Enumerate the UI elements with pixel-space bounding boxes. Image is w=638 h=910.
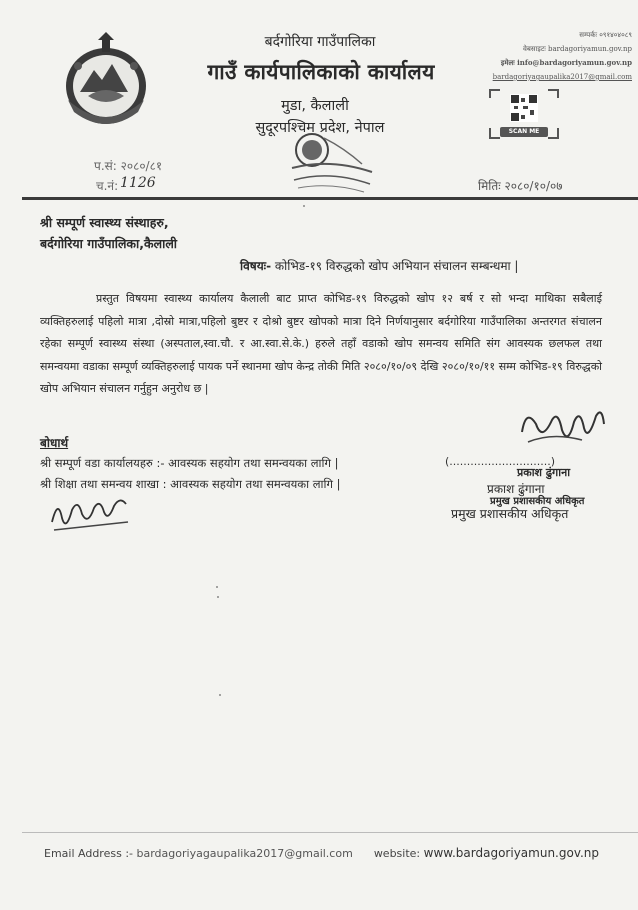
qr-scan-label: SCAN ME xyxy=(500,127,548,137)
initials-signature-icon xyxy=(48,492,132,534)
subject-line xyxy=(240,257,518,274)
contact-email-alt: bardagoriyagaupalika2017@gmail.com xyxy=(492,73,632,81)
footer-website-label: website: xyxy=(373,847,421,860)
recipient-line-1: श्री सम्पूर्ण स्वास्थ्य संस्थाहरु, xyxy=(40,215,169,230)
cc-title: बोधार्थ xyxy=(40,436,69,450)
subject-label: विषयः- xyxy=(240,259,272,273)
signatory-title: प्रमुख प्रशासकीय अधिकृत xyxy=(451,506,569,521)
nepal-emblem-icon xyxy=(58,30,154,130)
signatory-title-stamp: प्रमुख प्रशासकीय अधिकृत xyxy=(490,496,585,507)
footer-email-label: Email Address :- xyxy=(44,847,133,860)
subject-text: कोभिड-१९ विरुद्धको खोप अभियान संचालन सम्बन्धमा | xyxy=(271,259,519,273)
office-stamp-icon xyxy=(284,128,376,196)
scan-speck xyxy=(219,694,221,696)
cc-item-1: श्री सम्पूर्ण वडा कार्यालयहरु :- आवस्यक सहयोग तथा समन्वयका लागि | xyxy=(40,456,339,470)
footer xyxy=(44,846,599,860)
signature-dots: (.............................) xyxy=(445,455,555,468)
dispatch-number-value: 1126 xyxy=(120,175,156,191)
contact-phone: सम्पर्कः ०९१४०४०८९ xyxy=(579,31,632,39)
signatory-name-stamp: प्रकाश ढुंगाना xyxy=(517,466,571,479)
letter-date: मितिः २०८०/१०/०७ xyxy=(478,179,563,193)
scan-speck xyxy=(217,596,219,598)
letter-body xyxy=(40,288,602,401)
footer-website-value: www.bardagoriyamun.gov.np xyxy=(423,846,600,860)
address-line-1: मुडा, कैलाली xyxy=(281,98,349,114)
letterhead-divider xyxy=(22,197,638,200)
cc-item-2: श्री शिक्षा तथा समन्वय शाखा : आवस्यक सहयोग तथा समन्वयका लागि | xyxy=(40,477,341,491)
org-name-small: बर्दगोरिया गाउँपालिका xyxy=(264,34,376,50)
reference-number: प.सं: २०८०/८१ xyxy=(94,159,163,173)
signature-icon xyxy=(512,402,610,456)
footer-email-value: bardagoriyagaupalika2017@gmail.com xyxy=(136,847,353,860)
body-paragraph: प्रस्तुत विषयमा स्वास्थ्य कार्यालय कैलाली बाट प्राप्त कोभिड-१९ विरुद्धको खोप १२ बर्ष र सो भन्दा माथिका सबैलाई व्यक्तिहरुलाई पहिलो मात्रा ,दोस्रो मात्रा,पहिलो बुष्टर र दोश्रो बुष्टर खोपको मात्रा दिने निर्णयानुसार बर्दगोरिया गाउँपालिका अन्तरगत संचालन रहेका सम्पूर्ण स्वास्थ्य संस्था (अस्पताल,स्वा.चौ. र आ.स्वा.से.के.) हरुले तहाँ वडाको खोप समन्वय समिति संग आवस्यक छलफल तथा समन्वयमा वडाका सम्पूर्ण व्यक्तिहरुलाई पायक पर्ने स्थानमा खोप केन्द्र तोकी मिति २०८०/१०/०९ देखि २०८०/१०/११ सम्म कोभिड-१९ विरुद्धको खोप अभियान संचालन गर्नुहुन अनुरोध छ | xyxy=(40,292,602,395)
scan-speck xyxy=(216,586,218,588)
contact-website: वेबसाइटः bardagoriyamun.gov.np xyxy=(522,45,632,53)
footer-divider xyxy=(22,832,638,833)
recipient-line-2: बर्दगोरिया गाउँपालिका,कैलाली xyxy=(40,236,178,251)
address-line-2: सुदूरपश्चिम प्रदेश, नेपाल xyxy=(255,120,385,136)
org-name-heading: गाउँ कार्यपालिकाको कार्यालय xyxy=(207,60,435,84)
dispatch-number-label: च.नं: xyxy=(96,179,119,193)
signatory-name: प्रकाश ढुंगाना xyxy=(487,482,545,496)
scan-speck xyxy=(303,205,305,207)
contact-email: इमेलः info@bardagoriyamun.gov.np xyxy=(500,58,632,67)
